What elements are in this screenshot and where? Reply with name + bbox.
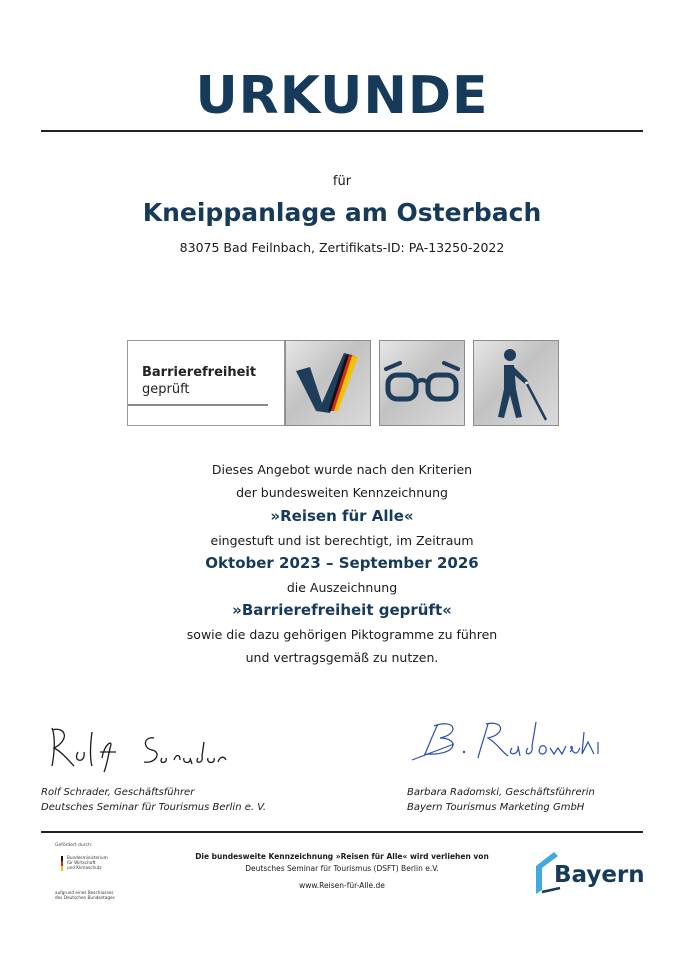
ministry-line3: und Klimaschutz	[67, 865, 102, 870]
top-divider	[41, 130, 643, 132]
glasses-icon	[380, 341, 464, 425]
bayern-logo	[532, 848, 644, 896]
bayern-wordmark: Bayern	[554, 862, 645, 888]
body-line4: die Auszeichnung	[286, 580, 398, 595]
signatory-left	[41, 785, 266, 815]
award-name: »Barrierefreiheit geprüft«	[232, 601, 452, 619]
check-v-icon	[286, 341, 370, 425]
body-line2: der bundesweiten Kennzeichnung	[236, 485, 448, 500]
signatory-right	[407, 785, 595, 815]
blind-person-tile	[473, 340, 559, 426]
signatory-left-org: Deutsches Seminar für Tourismus Berlin e. V.	[41, 802, 267, 813]
footer-line1: Die bundesweite Kennzeichnung »Reisen für Alle« wird verliehen von	[195, 852, 489, 861]
check-v-tile	[285, 340, 371, 426]
blind-person-cane-icon	[474, 341, 558, 425]
ministry-line2: für Wirtschaft	[67, 860, 96, 865]
bottom-divider	[41, 831, 643, 833]
signatory-right-name: Barbara Radomski, Geschäftsführerin	[407, 787, 595, 798]
badge-line2: geprüft	[142, 382, 190, 397]
funded-label: Gefördert durch:	[55, 843, 93, 848]
body-line6: und vertragsgemäß zu nutzen.	[245, 650, 439, 665]
decision-line1: aufgrund eines Beschlusses	[55, 890, 114, 895]
signatory-right-org: Bayern Tourismus Marketing GmbH	[407, 802, 585, 813]
ministry-line1: Bundesministerium	[67, 855, 108, 860]
body-line1: Dieses Angebot wurde nach den Kriterien	[211, 462, 473, 477]
footer-line2: Deutsches Seminar für Tourismus (DSFT) Berlin e.V.	[245, 864, 439, 873]
recipient-address: 83075 Bad Feilnbach, Zertifikats-ID: PA-13250-2022	[179, 240, 505, 255]
footer-url[interactable]: www.Reisen-für-Alle.de	[299, 881, 385, 890]
ministry-logo	[55, 843, 145, 900]
decision-line2: des Deutschen Bundestages	[55, 895, 115, 900]
badge-underline	[128, 404, 268, 406]
glasses-tile	[379, 340, 465, 426]
signatory-left-name: Rolf Schrader, Geschäftsführer	[41, 787, 195, 798]
signature-left	[44, 718, 244, 774]
program-name: »Reisen für Alle«	[270, 507, 414, 525]
body-line5: sowie die dazu gehörigen Piktogramme zu führen	[186, 627, 498, 642]
body-line3: eingestuft und ist berechtigt, im Zeitraum	[210, 533, 474, 548]
accessibility-badge	[127, 340, 285, 426]
validity-period: Oktober 2023 – September 2026	[205, 554, 479, 572]
certificate-title: URKUNDE	[195, 66, 489, 126]
recipient-name: Kneippanlage am Osterbach	[142, 198, 542, 227]
signature-right	[408, 712, 608, 768]
for-label: für	[332, 174, 352, 189]
badge-line1: Barrierefreiheit	[142, 365, 257, 380]
